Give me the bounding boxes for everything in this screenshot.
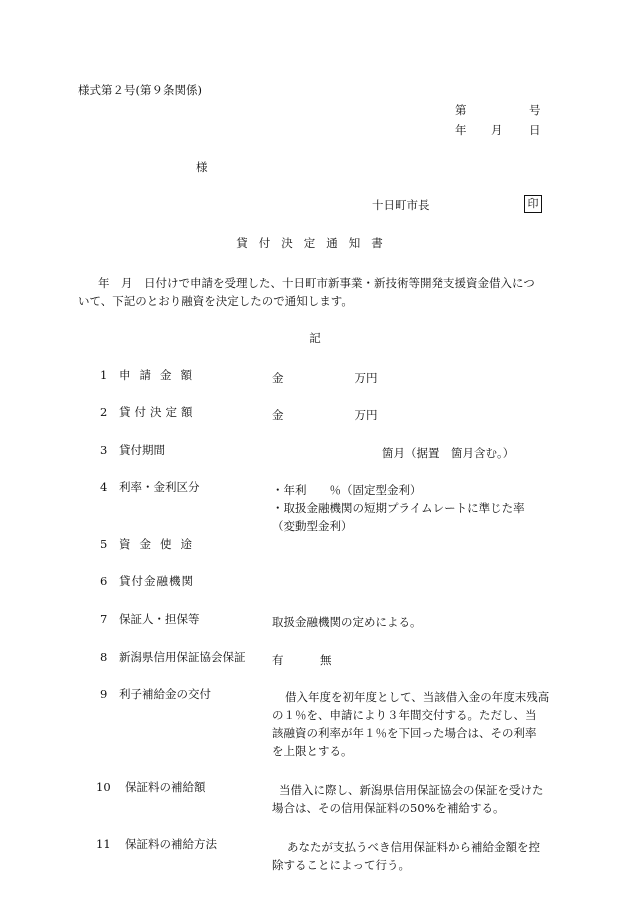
item-6 [0, 575, 630, 593]
item-value-line-4: を上限とする。 [272, 744, 353, 758]
date-day: 日 [529, 123, 541, 137]
item-label: 利率・金利区分 [119, 480, 200, 494]
item-number: 8 [100, 650, 108, 664]
item-number: 5 [100, 537, 108, 551]
value-unit: 万円 [354, 371, 378, 385]
item-value-line-2: の１％を、申請により３年間交付する。ただし、当 [272, 708, 537, 722]
item-number: 6 [100, 574, 108, 588]
item-label: 保証料の補給額 [125, 780, 206, 794]
sender-name: 十日町市長 [372, 198, 430, 212]
item-value-line-1: あなたが支払うべき信用保証料から補給金額を控 [287, 840, 540, 854]
item-5 [0, 538, 630, 556]
item-label: 資金使途 [119, 537, 201, 551]
item-value-line-1: 当借入に際し、新潟県信用保証協会の保証を受けた [279, 783, 544, 797]
item-10 [0, 781, 630, 817]
item-1 [0, 369, 630, 387]
item-label: 貸付期間 [119, 443, 165, 457]
guarantee-option-yes: 有 [272, 653, 284, 667]
item-11 [0, 838, 630, 874]
item-9 [0, 688, 630, 760]
item-label: 申請金額 [119, 368, 201, 382]
item-label: 新潟県信用保証協会保証 [119, 650, 246, 664]
item-label: 保証料の補給方法 [125, 837, 217, 851]
intro-line-2: いて、下記のとおり融資を決定したので通知します。 [78, 294, 353, 308]
item-number: 10 [96, 780, 111, 794]
item-3 [0, 444, 630, 462]
item-number: 3 [100, 443, 108, 457]
seal-mark: 印 [524, 195, 542, 213]
intro-line-1: 年 月 日付けで申請を受理した、十日町市新事業・新技術等開発支援資金借入につ [98, 276, 535, 290]
item-value-line-2: 場合は、その信用保証料の50%を補給する。 [272, 801, 505, 815]
item-value-line-1: ・年利 ％（固定型金利） [272, 483, 422, 497]
item-8 [0, 651, 630, 669]
item-number: 9 [100, 687, 108, 701]
item-value-line-3: （変動型金利） [272, 519, 353, 533]
item-value: 取扱金融機関の定めによる。 [272, 615, 422, 629]
form-number: 様式第２号(第９条関係) [78, 83, 202, 97]
date-year: 年 [455, 123, 467, 137]
value-prefix: 金 [272, 408, 284, 422]
item-value [272, 369, 378, 387]
item-number: 7 [100, 612, 108, 626]
item-label: 貸付金融機関 [119, 574, 194, 588]
value-prefix: 金 [272, 371, 284, 385]
guarantee-option-no: 無 [320, 653, 332, 667]
doc-no-suffix: 号 [529, 103, 541, 117]
item-number: 4 [100, 480, 108, 494]
date-month: 月 [491, 123, 503, 137]
intro-paragraph [78, 274, 553, 310]
item-number: 1 [100, 368, 108, 382]
item-value: 箇月（据置 箇月含む。） [382, 446, 515, 460]
item-value-line-2: ・取扱金融機関の短期プライムレートに準じた率 [272, 501, 525, 515]
item-2 [0, 406, 630, 424]
item-label: 貸付決定額 [119, 405, 197, 419]
item-label: 保証人・担保等 [119, 612, 200, 626]
item-number: 11 [96, 837, 111, 851]
item-4 [0, 481, 630, 537]
ki-heading: 記 [309, 331, 321, 345]
document-title: 貸付決定通知書 [236, 236, 394, 250]
item-value [272, 406, 378, 424]
addressee: 様 [196, 160, 208, 174]
item-value-line-2: 除することによって行う。 [272, 858, 410, 872]
item-number: 2 [100, 405, 108, 419]
item-value-line-3: 該融資の利率が年１％を下回った場合は、その利率 [272, 726, 537, 740]
value-unit: 万円 [354, 408, 378, 422]
doc-no-prefix: 第 [455, 103, 467, 117]
item-value-line-1: 借入年度を初年度として、当該借入金の年度末残高 [285, 690, 550, 704]
item-label: 利子補給金の交付 [119, 687, 211, 701]
item-7 [0, 613, 630, 631]
